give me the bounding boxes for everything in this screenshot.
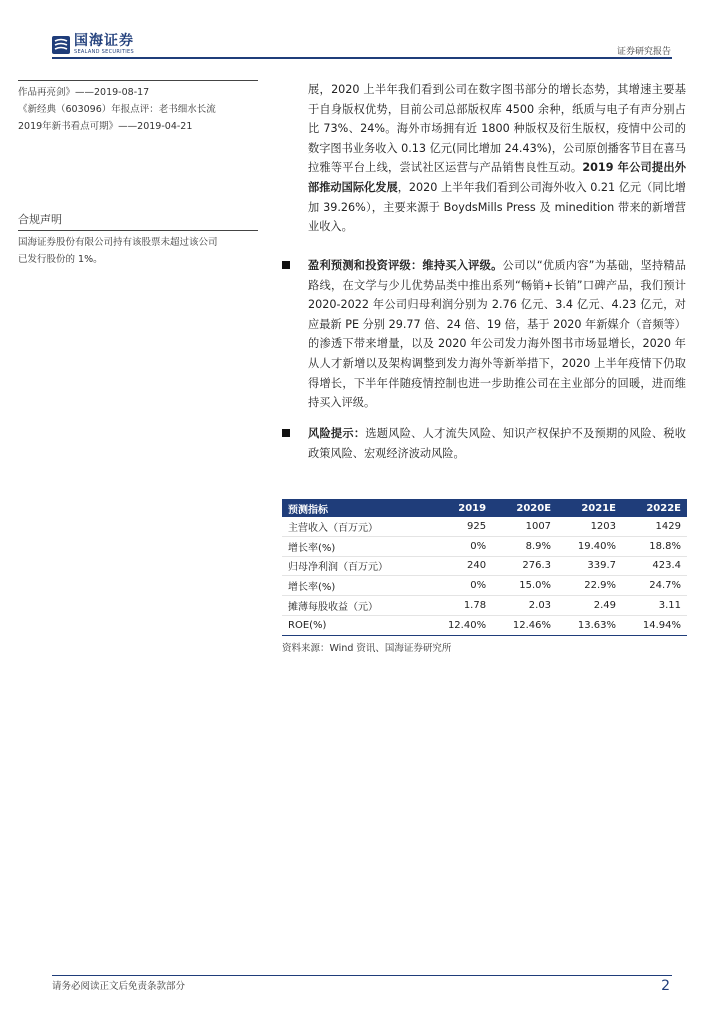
table-cell: 主营收入（百万元） <box>282 517 427 536</box>
table-row <box>282 556 687 576</box>
doc-type-label: 证券研究报告 <box>616 47 671 57</box>
table-cell: 2.49 <box>557 596 622 616</box>
table-row <box>282 596 687 616</box>
table-cell: 1.78 <box>427 596 492 616</box>
sidebar <box>18 80 258 268</box>
table-cell: 2.03 <box>492 596 557 616</box>
logo-name-cn: 国海证券 <box>74 33 134 49</box>
logo-name-en: SEALAND SECURITIES <box>74 49 134 55</box>
table-cell: 24.7% <box>622 576 687 596</box>
header-divider <box>52 57 672 59</box>
table-row <box>282 536 687 556</box>
table-header-cell: 2021E <box>557 499 622 517</box>
table-cell: 1007 <box>492 517 557 536</box>
para-text: 展，2020 上半年我们看到公司在数字图书部分的增长态势，其增速主要基于自身版权优势，目前公司总部版权库 4500 余种，纸质与电子有声分别占比 73%、24%。海外市场拥有近 1800 种版权及衍生版权，疫情中公司的数字图书业务收入 0.13 亿元(同比增加 24.43%)，公司原创播客节目在喜马拉雅等平台上线，尝试社区运营与产品销售良性互动。 <box>308 83 686 175</box>
table-header-cell: 2022E <box>622 499 687 517</box>
risk-heading: 风险提示： <box>308 427 366 440</box>
table-cell: 增长率(%) <box>282 536 427 556</box>
table-row <box>282 576 687 596</box>
related-report-line: 作品再亮剑》——2019-08-17 <box>18 87 150 98</box>
table-row <box>282 517 687 536</box>
table-cell: 0% <box>427 576 492 596</box>
rating-section <box>282 256 686 413</box>
table-row <box>282 615 687 635</box>
table-cell: 18.8% <box>622 536 687 556</box>
company-logo <box>52 34 134 55</box>
footer-divider <box>52 975 672 976</box>
risk-section <box>282 424 686 463</box>
table-cell: 增长率(%) <box>282 576 427 596</box>
bullet-square-icon <box>282 261 290 269</box>
table-cell: 12.46% <box>492 615 557 635</box>
risk-text: 选题风险、人才流失风险、知识产权保护不及预期的风险、税收政策风险、宏观经济波动风险。 <box>308 427 686 460</box>
rating-heading: 盈利预测和投资评级：维持买入评级。 <box>308 259 503 272</box>
table-cell: 276.3 <box>492 556 557 576</box>
table-cell: 423.4 <box>622 556 687 576</box>
related-report-line: 《新经典（603096）年报点评：老书细水长流 <box>18 104 216 115</box>
table-cell: 13.63% <box>557 615 622 635</box>
table-cell: 22.9% <box>557 576 622 596</box>
table-cell: 19.40% <box>557 536 622 556</box>
table-header-cell: 2019 <box>427 499 492 517</box>
table-cell: 1429 <box>622 517 687 536</box>
para-bold-text: 2019 年公司提出外部推动国际化发展 <box>308 161 686 194</box>
footer-disclaimer: 请务必阅读正文后免责条款部分 <box>52 981 186 992</box>
table-cell: 3.11 <box>622 596 687 616</box>
table-cell: 14.94% <box>622 615 687 635</box>
rating-text: 公司以“优质内容”为基础，坚持精品路线，在文学与少儿优势品类中推出系列“畅销+长销”口碑产品，我们预计 2020-2022 年公司归母利润分别为 2.76 亿元、3.4 亿元、4.23 亿元，对应最新 PE 分别 29.77 倍、24 倍、19 倍，基于 2020 年新媒介（音频等）的渗透下带来增量，以及 2020 年公司发力海外图书市场显增长，2020 年从人才新增以及架构调整到发力海外等新举措下，2020 上半年疫情下仍取得增长，下半年伴随疫情控制也进一步助推公司在主业部分的回暖，进而维持买入评级。 <box>308 259 686 410</box>
table-cell: 8.9% <box>492 536 557 556</box>
forecast-table <box>282 499 687 636</box>
sidebar-divider <box>18 80 258 81</box>
body-paragraph <box>308 80 686 237</box>
para-text: ，2020 上半年我们看到公司海外收入 0.21 亿元（同比增加 39.26%），主要来源于 BoydsMills Press 及 minedition 带来的新增营业收入。 <box>308 180 686 234</box>
related-report-line: 2019年新书看点可期》——2019-04-21 <box>18 121 193 132</box>
table-cell: 归母净利润（百万元） <box>282 556 427 576</box>
table-header-cell: 2020E <box>492 499 557 517</box>
table-cell: 1203 <box>557 517 622 536</box>
page-number: 2 <box>661 978 670 994</box>
sealand-logo-icon <box>52 36 70 54</box>
table-cell: 12.40% <box>427 615 492 635</box>
compliance-text: 已发行股份的 1%。 <box>18 254 103 265</box>
compliance-text: 国海证券股份有限公司持有该股票未超过该公司 <box>18 237 218 248</box>
bullet-square-icon <box>282 429 290 437</box>
table-cell: 925 <box>427 517 492 536</box>
compliance-title: 合规声明 <box>18 213 62 226</box>
table-cell: 摊薄每股收益（元） <box>282 596 427 616</box>
table-cell: 339.7 <box>557 556 622 576</box>
table-header-row <box>282 499 687 517</box>
table-cell: 0% <box>427 536 492 556</box>
sidebar-divider <box>18 230 258 231</box>
table-source-note: 资料来源：Wind 资讯、国海证券研究所 <box>282 643 452 654</box>
table-header-cell: 预测指标 <box>282 499 427 517</box>
table-cell: 15.0% <box>492 576 557 596</box>
table-cell: ROE(%) <box>282 615 427 635</box>
table-cell: 240 <box>427 556 492 576</box>
